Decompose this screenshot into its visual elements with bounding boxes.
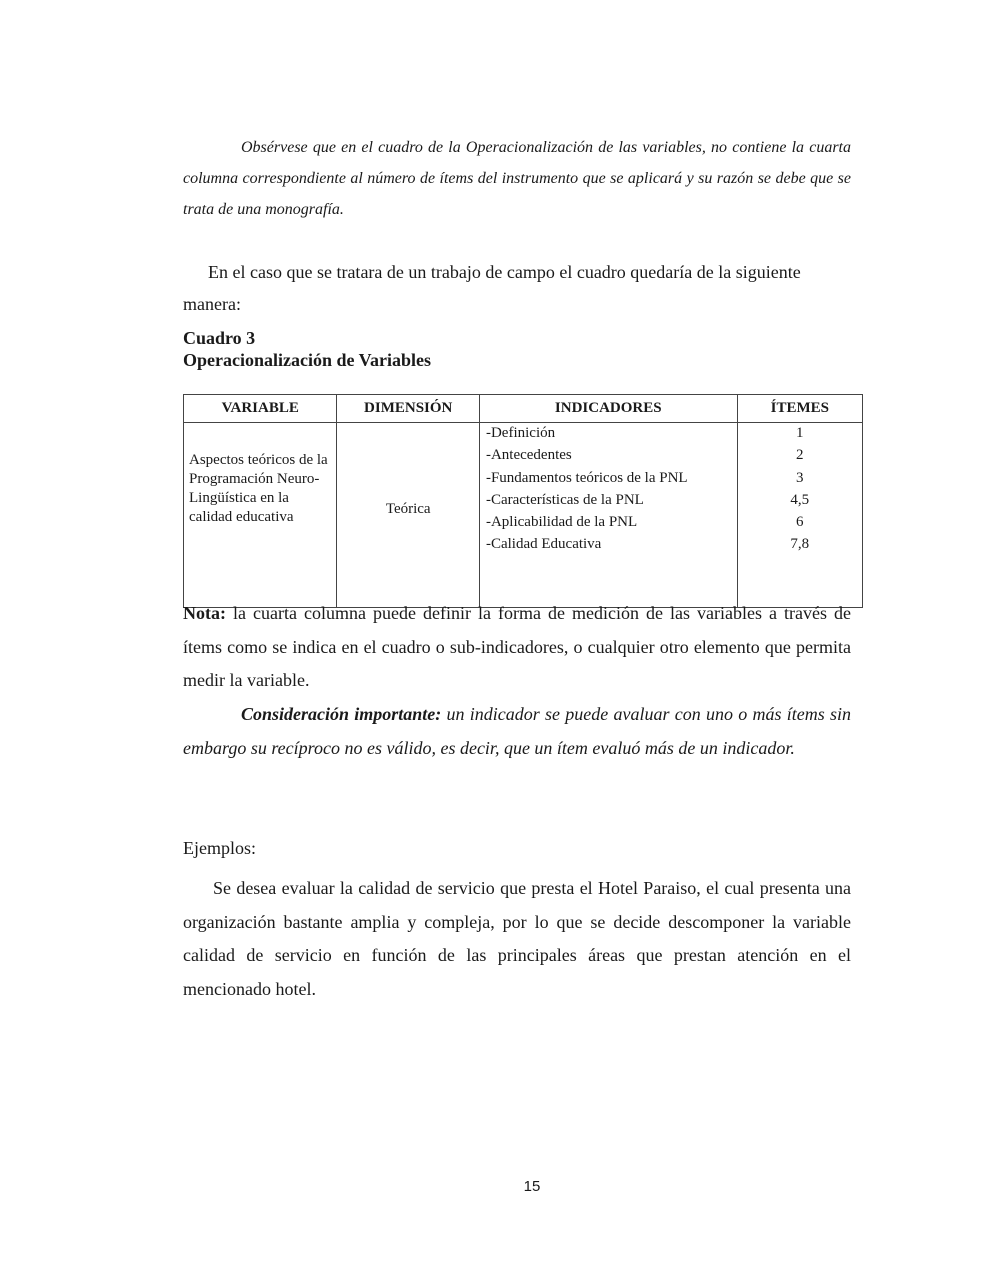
consideracion-text: un indicador se puede avaluar con uno o más ítems sin embargo su recíproco no es válido, es decir, que un ítem evaluó más de un indicador. <box>183 704 851 758</box>
indicador-item: -Definición <box>485 425 556 441</box>
ejemplos-heading: Ejemplos: <box>183 838 256 858</box>
header-itemes: ÍTEMES <box>737 395 862 423</box>
campo-text: En el caso que se tratara de un trabajo de campo el cuadro quedaría de la siguiente manera: <box>183 262 801 314</box>
header-dimension: DIMENSIÓN <box>337 395 480 423</box>
indicadores-list <box>480 423 737 558</box>
page-number: 15 <box>523 1178 541 1195</box>
indicador-item: -Características de la PNL <box>485 491 644 508</box>
indicadores-cell <box>479 423 737 608</box>
operationalization-table <box>183 394 863 608</box>
table-row <box>184 423 863 608</box>
campo-paragraph <box>183 256 851 320</box>
nota-paragraph <box>183 597 851 698</box>
hotel-paragraph <box>183 872 851 1006</box>
item-value: 6 <box>796 514 804 531</box>
dimension-cell <box>337 423 480 608</box>
nota-label: Nota: <box>183 603 226 623</box>
header-variable: VARIABLE <box>184 395 337 423</box>
dimension-text: Teórica <box>385 500 431 517</box>
caption-title: Operacionalización de Variables <box>183 350 432 370</box>
italic-note-text: Obsérvese que en el cuadro de la Operacionalización de las variables, no contiene la cuarta columna correspondiente al número de ítems del instrumento que se aplicará y su razón se debe que se trata de una monografía. <box>183 139 851 218</box>
variable-cell: Aspectos teóricos de la Programación Neuro-Lingüística en la calidad educativa <box>184 423 337 608</box>
item-value: 1 <box>796 425 804 441</box>
indicador-item: -Antecedentes <box>485 447 572 464</box>
indicador-item: -Aplicabilidad de la PNL <box>485 514 638 531</box>
itemes-list <box>738 423 862 558</box>
item-value: 3 <box>796 469 804 486</box>
header-indicadores: INDICADORES <box>479 395 737 423</box>
item-value: 2 <box>796 447 804 464</box>
table-caption <box>183 327 431 371</box>
table-header-row <box>184 395 863 423</box>
item-value: 4,5 <box>790 491 810 508</box>
caption-number: Cuadro 3 <box>183 328 256 348</box>
indicador-item: -Calidad Educativa <box>485 536 602 553</box>
item-value: 7,8 <box>790 536 810 553</box>
itemes-cell <box>737 423 862 608</box>
nota-text: la cuarta columna puede definir la forma de medición de las variables a través de ítems como se indica en el cuadro o sub-indicadores, o cualquier otro elemento que permita medir la variable. <box>183 603 851 690</box>
indicador-item: -Fundamentos teóricos de la PNL <box>485 469 688 486</box>
hotel-text: Se desea evaluar la calidad de servicio que presta el Hotel Paraiso, el cual presenta una organización bastante amplia y compleja, por lo que se decide descomponer la variable calidad de servicio en función de las principales áreas que prestan atención en el mencionado hotel. <box>183 878 851 999</box>
consideracion-label: Consideración importante: <box>241 704 442 724</box>
consideracion-paragraph <box>183 698 851 765</box>
italic-note-paragraph <box>183 132 851 225</box>
